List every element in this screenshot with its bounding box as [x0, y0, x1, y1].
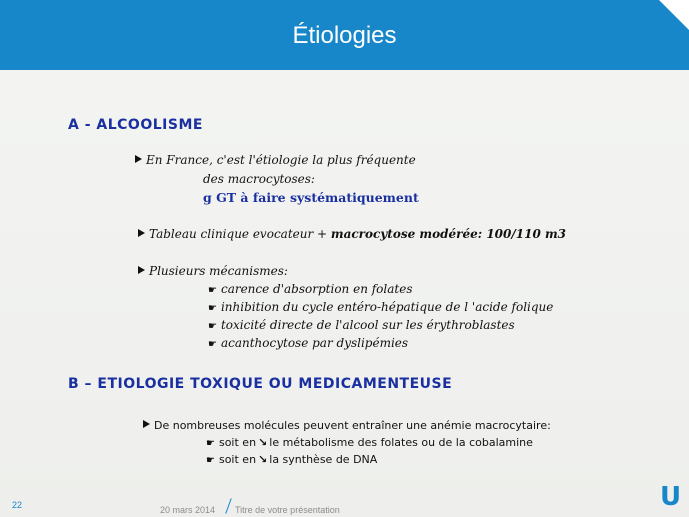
section-b-bullet-1: De nombreuses molécules peuvent entraîner une anémie macrocytaire:	[143, 419, 551, 432]
footer-separator	[225, 498, 231, 513]
pointing-hand-icon: ☛	[208, 303, 217, 314]
mechanism-item: ☛ toxicité directe de l'alcool sur les érythroblastes	[208, 318, 515, 332]
pointing-hand-icon: ☛	[208, 339, 217, 350]
bullet-2-text: Tableau clinique evocateur +	[149, 227, 331, 241]
footer-date: 20 mars 2014	[160, 505, 216, 515]
section-a-heading: A - ALCOOLISME	[68, 117, 203, 133]
section-a-bullet-2	[138, 227, 566, 241]
bullet-1-line-3: g GT à faire systématiquement	[203, 190, 419, 205]
section-b-sub-2: ☛ soit en ↘ la synthèse de DNA	[206, 453, 378, 466]
arrow-bullet-icon	[135, 155, 142, 163]
slide-header	[0, 0, 689, 70]
mechanism-item: ☛ carence d'absorption en folates	[208, 282, 413, 296]
pointing-hand-icon: ☛	[208, 321, 217, 332]
bullet-2-bold: macrocytose modérée: 100/110 m3	[330, 227, 567, 241]
pointing-hand-icon: ☛	[206, 455, 215, 466]
page-number: 22	[12, 500, 23, 510]
down-right-arrow-icon: ↘	[258, 436, 268, 449]
bullet-3-text: Plusieurs mécanismes:	[149, 264, 288, 278]
arrow-bullet-icon	[138, 266, 145, 274]
arrow-bullet-icon	[143, 420, 150, 428]
down-right-arrow-icon: ↘	[258, 453, 268, 466]
bullet-1-line-1: En France, c'est l'étiologie la plus fréquente	[146, 153, 416, 167]
bullet-1-line-2: des macrocytoses:	[203, 172, 315, 186]
mechanism-item: ☛ acanthocytose par dyslipémies	[208, 336, 409, 350]
mechanism-item: ☛ inhibition du cycle entéro-hépatique de l 'acide folique	[208, 300, 554, 314]
footer-presentation-title: Titre de votre présentation	[235, 505, 340, 515]
section-b-heading: B – ETIOLOGIE TOXIQUE OU MEDICAMENTEUSE	[68, 376, 453, 392]
arrow-bullet-icon	[138, 229, 145, 237]
pointing-hand-icon: ☛	[208, 285, 217, 296]
section-a-bullet-1	[135, 153, 416, 167]
section-b-sub-1: ☛ soit en ↘ le métabolisme des folates ou de la cobalamine	[206, 436, 533, 449]
section-a-bullet-3	[138, 264, 288, 278]
slide-title: Étiologies	[292, 22, 397, 49]
pointing-hand-icon: ☛	[206, 438, 215, 449]
university-logo: U	[660, 482, 682, 512]
